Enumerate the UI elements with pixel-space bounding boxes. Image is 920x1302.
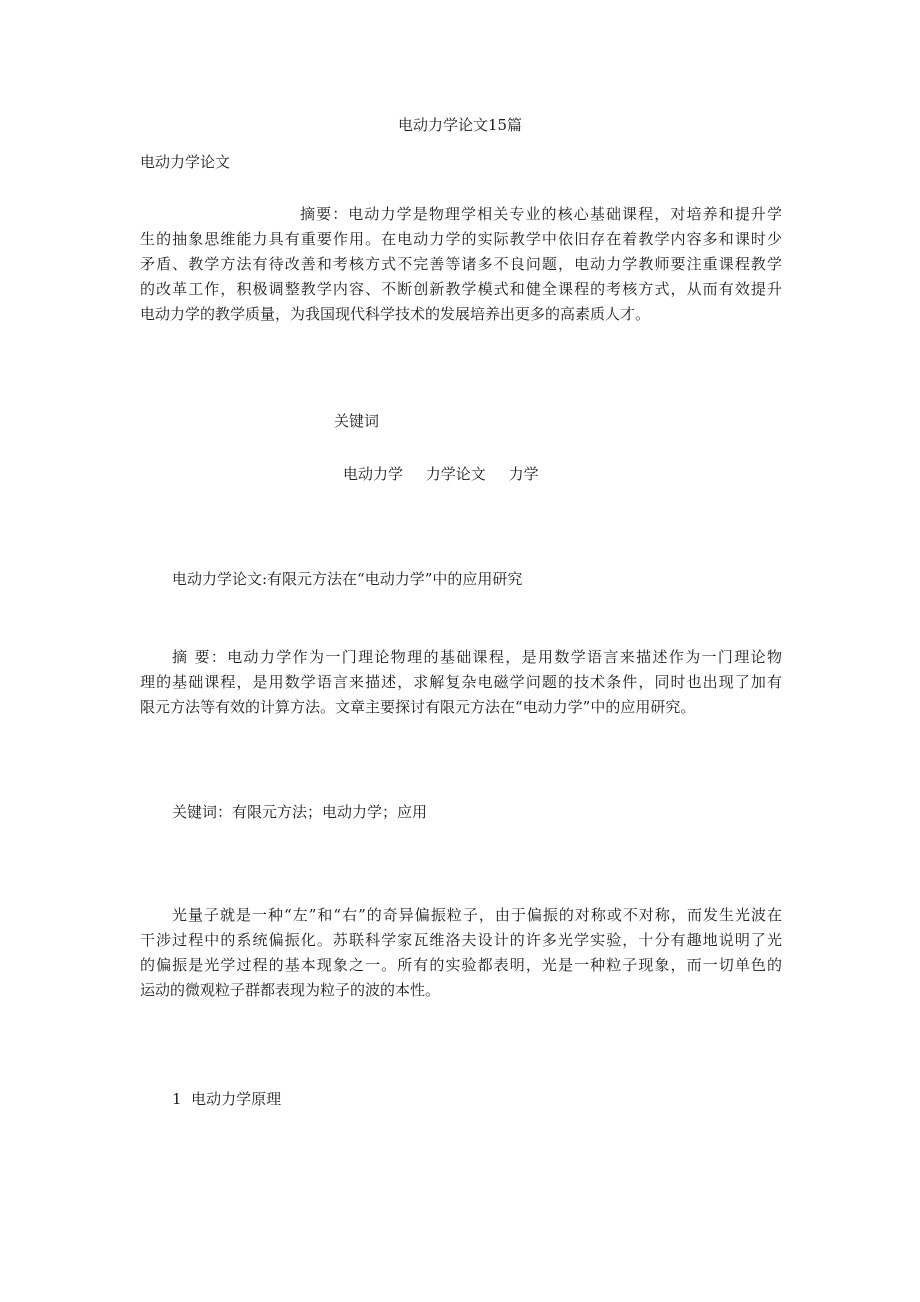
paper-keywords: 关键词：有限元方法；电动力学；应用 — [172, 803, 428, 821]
keywords-list — [343, 462, 557, 487]
section-heading: 电动力学论文 — [140, 153, 231, 171]
keyword-item: 电动力学 — [343, 465, 404, 483]
keyword-item: 力学 — [508, 465, 539, 483]
document-title: 电动力学论文15篇 — [397, 116, 523, 134]
keywords-heading: 关键词 — [334, 412, 380, 430]
body-paragraph — [140, 903, 782, 1003]
body-line: 运动的微观粒子群都表现为粒子的波的本性。 — [140, 981, 441, 999]
abstract-paragraph — [140, 202, 782, 327]
abstract-line: 生的抽象思维能力具有重要作用。在电动力学的实际教学中依旧存在着教学内容多和课时少 — [140, 230, 782, 248]
body-line: 光量子就是一种“左”和“右”的奇异偏振粒子，由于偏振的对称或不对称，而发生光波在 — [172, 906, 782, 924]
abstract-line: 限元方法等有效的计算方法。文章主要探讨有限元方法在“电动力学”中的应用研究。 — [140, 698, 696, 716]
abstract-line: 摘 要：电动力学作为一门理论物理的基础课程，是用数学语言来描述作为一门理论物 — [172, 648, 782, 666]
abstract-line: 摘要：电动力学是物理学相关专业的核心基础课程，对培养和提升学 — [300, 205, 782, 223]
paper-heading: 电动力学论文:有限元方法在“电动力学”中的应用研究 — [172, 570, 523, 588]
body-line: 的偏振是光学过程的基本现象之一。所有的实验都表明，光是一种粒子现象，而一切单色的 — [140, 956, 782, 974]
subsection-heading: 1 电动力学原理 — [172, 1090, 282, 1108]
abstract-line: 电动力学的教学质量，为我国现代科学技术的发展培养出更多的高素质人才。 — [140, 305, 651, 323]
abstract-line: 矛盾、教学方法有待改善和考核方式不完善等诸多不良问题，电动力学教师要注重课程教学 — [140, 255, 782, 273]
abstract-line: 理的基础课程，是用数学语言来描述，求解复杂电磁学问题的技术条件，同时也出现了加有 — [140, 673, 782, 691]
paper-abstract — [140, 645, 782, 720]
keyword-item: 力学论文 — [425, 465, 486, 483]
body-line: 干涉过程中的系统偏振化。苏联科学家瓦维洛夫设计的许多光学实验，十分有趣地说明了光 — [140, 931, 782, 949]
abstract-line: 的改革工作，积极调整教学内容、不断创新教学模式和健全课程的考核方式，从而有效提升 — [140, 280, 782, 298]
